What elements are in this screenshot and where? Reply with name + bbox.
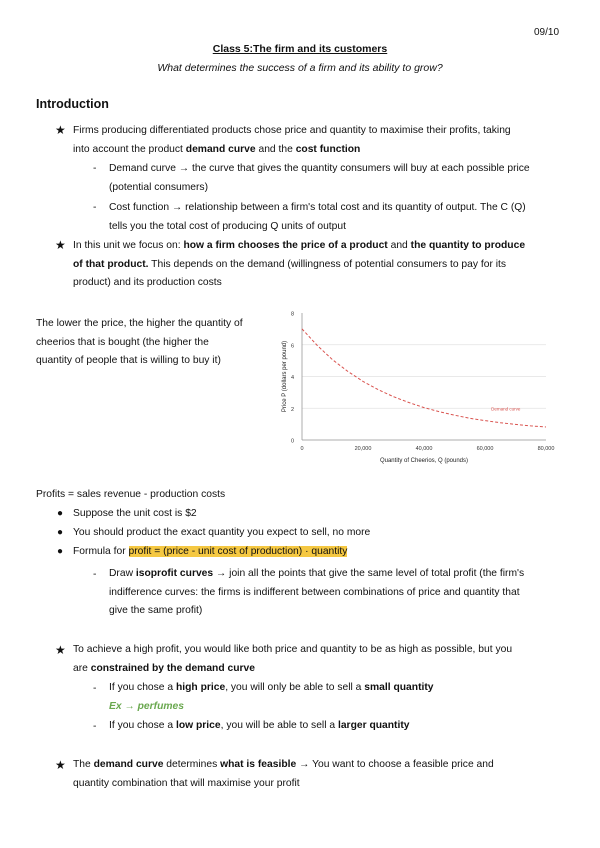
- y-axis-label: Price P (dollars per pound): [282, 340, 288, 413]
- low-price-text: If you chose a low price, you will be able to sell a larger quantity: [109, 720, 410, 731]
- y-tick-label: 4: [290, 375, 294, 381]
- profits-bullet-formula: Formula for profit = (price - unit cost of production) · quantity: [73, 546, 348, 557]
- y-tick-label: 0: [290, 438, 294, 445]
- page-subtitle: What determines the success of a firm and its ability to grow?: [157, 62, 443, 74]
- intro-bullet-1: Firms producing differentiated products chose price and quantity to maximise their profits, taking into account the product demand curve and the cost function: [73, 125, 511, 155]
- x-tick-label: 60,000: [476, 446, 494, 452]
- feasible-text: The demand curve determines what is feasible → You want to choose a feasible price and quantity combination that will maximise your profit: [73, 759, 494, 789]
- chart-explanation: The lower the price, the higher the quantity of cheerios that is bought (the higher the quantity of people that is willing to buy it): [36, 318, 243, 366]
- section-heading-introduction: Introduction: [36, 97, 109, 111]
- profits-heading: Profits = sales revenue - production costs: [36, 489, 226, 500]
- x-tick-label: 80,000: [537, 446, 555, 452]
- intro-sub-cost-function: Cost function → relationship between a firm's total cost and its quantity of output. The C (Q) tells you the total cost of producing Q units of output: [109, 202, 526, 232]
- highlighted-formula: profit = (price - unit cost of production) · quantity: [128, 546, 348, 557]
- dash-bullet-icon: -: [93, 202, 97, 213]
- page-date: 09/10: [534, 27, 560, 38]
- example-perfumes: Ex → perfumes: [109, 700, 184, 712]
- demand-curve-chart: [270, 305, 560, 467]
- y-tick-label: 8: [290, 311, 294, 318]
- y-tick-label: 2: [290, 406, 294, 413]
- profits-bullet-unit-cost: Suppose the unit cost is $2: [73, 508, 197, 519]
- dash-bullet-icon: -: [93, 163, 97, 174]
- star-bullet-icon: ★: [55, 643, 66, 657]
- intro-sub-demand-curve: Demand curve → the curve that gives the quantity consumers will buy at each possible price (potential consumers): [109, 163, 530, 193]
- x-axis-label: Quantity of Cheerios, Q (pounds): [379, 458, 469, 464]
- star-bullet-icon: ★: [55, 238, 66, 252]
- achieve-profit-text: To achieve a high profit, you would like both price and quantity to be as high as possible, but you are constrained by the demand curve: [73, 644, 513, 674]
- intro-bullet-2: In this unit we focus on: how a firm chooses the price of a product and the quantity to produce of that product. This depends on the demand (willingness of potential consumers to pay for its product) and its production costs: [73, 240, 526, 288]
- demand-curve-line: [302, 329, 546, 427]
- isoprofit-text: Draw isoprofit curves → join all the points that give the same level of total profit (the firm's indifference curves: the firms is indifferent between combinations of price and quantity that give the same profit): [109, 568, 525, 616]
- star-bullet-icon: ★: [55, 123, 66, 137]
- dash-bullet-icon: -: [93, 569, 97, 580]
- bullet-icon: ●: [57, 546, 64, 557]
- x-tick-label: 40,000: [415, 446, 433, 452]
- profits-bullet-exact-quantity: You should product the exact quantity you expect to sell, no more: [73, 527, 371, 538]
- bullet-icon: ●: [57, 527, 64, 538]
- demand-curve-annotation: Demand curve: [491, 406, 521, 412]
- x-tick-label: 0: [300, 446, 304, 452]
- y-tick-label: 6: [290, 343, 294, 350]
- x-tick-label: 20,000: [354, 446, 372, 452]
- page-title: Class 5:The firm and its customers: [212, 43, 388, 55]
- dash-bullet-icon: -: [93, 721, 97, 732]
- bullet-icon: ●: [57, 508, 64, 519]
- high-price-text: If you chose a high price, you will only be able to sell a small quantity Ex → perfumes: [109, 679, 434, 716]
- star-bullet-icon: ★: [55, 758, 66, 772]
- dash-bullet-icon: -: [93, 683, 97, 694]
